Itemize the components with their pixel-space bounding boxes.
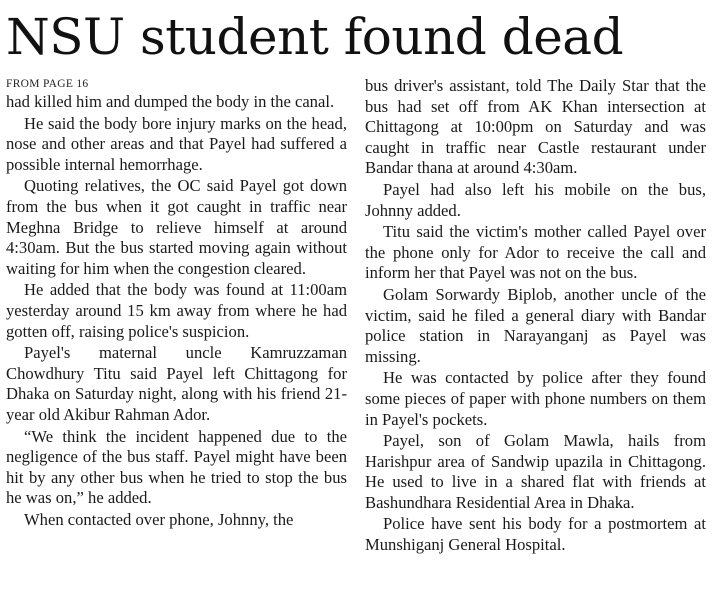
page-reference: FROM PAGE 16	[6, 78, 89, 90]
paragraph: When contacted over phone, Johnny, the	[24, 509, 294, 529]
column-left	[6, 76, 347, 612]
headline: NSU student found dead	[6, 8, 624, 66]
column-right	[365, 76, 706, 612]
paragraph: Payel's maternal uncle Kamruzzaman Chowdhury Titu said Payel left Chittagong for Dhaka on Saturday night, along with his friend 21-year old Akibur Rahman Ador.	[6, 343, 347, 424]
paragraph: He said the body bore injury marks on the head, nose and other areas and that Payel had suffered a possible internal hemorrhage.	[6, 113, 347, 174]
paragraph: “We think the incident happened due to the negligence of the bus staff. Payel might have been hit by any other bus when he tried to stop the bus he was on,” he added.	[6, 426, 347, 508]
paragraph: Quoting relatives, the OC said Payel got down from the bus when it got caught in traffic near Meghna Bridge to relieve himself at around 4:30am. But the bus started moving again without waiting for him when the congestion cleared.	[6, 176, 347, 278]
paragraph: He added that the body was found at 11:00am yesterday around 15 km away from where he had gotten off, raising police's suspicion.	[6, 280, 347, 341]
paragraph: had killed him and dumped the body in the canal.	[6, 92, 335, 111]
paragraph: Golam Sorwardy Biplob, another uncle of the victim, said he filed a general diary with Bandar police station in Narayanganj as Payel was missing.	[365, 284, 706, 366]
paragraph: Payel, son of Golam Mawla, hails from Harishpur area of Sandwip upazila in Chittagong. He used to live in a shared flat with friends at Bashundhara Residential Area in Dhaka.	[365, 431, 706, 512]
paragraph: Titu said the victim's mother called Payel over the phone only for Ador to receive the call and inform her that Payel was not on the bus.	[365, 222, 706, 283]
paragraph: He was contacted by police after they found some pieces of paper with phone numbers on them in Payel's pockets.	[365, 368, 706, 429]
paragraph: Payel had also left his mobile on the bus, Johnny added.	[365, 179, 706, 220]
article-body	[6, 76, 712, 612]
paragraph: Police have sent his body for a postmortem at Munshiganj General Hospital.	[365, 514, 706, 555]
paragraph: bus driver's assistant, told The Daily Star that the bus had set off from AK Khan intersection at Chittagong at 10:00pm on Saturday and was caught in traffic near Castle restaurant under Bandar thana at around 4:30am.	[365, 76, 706, 178]
